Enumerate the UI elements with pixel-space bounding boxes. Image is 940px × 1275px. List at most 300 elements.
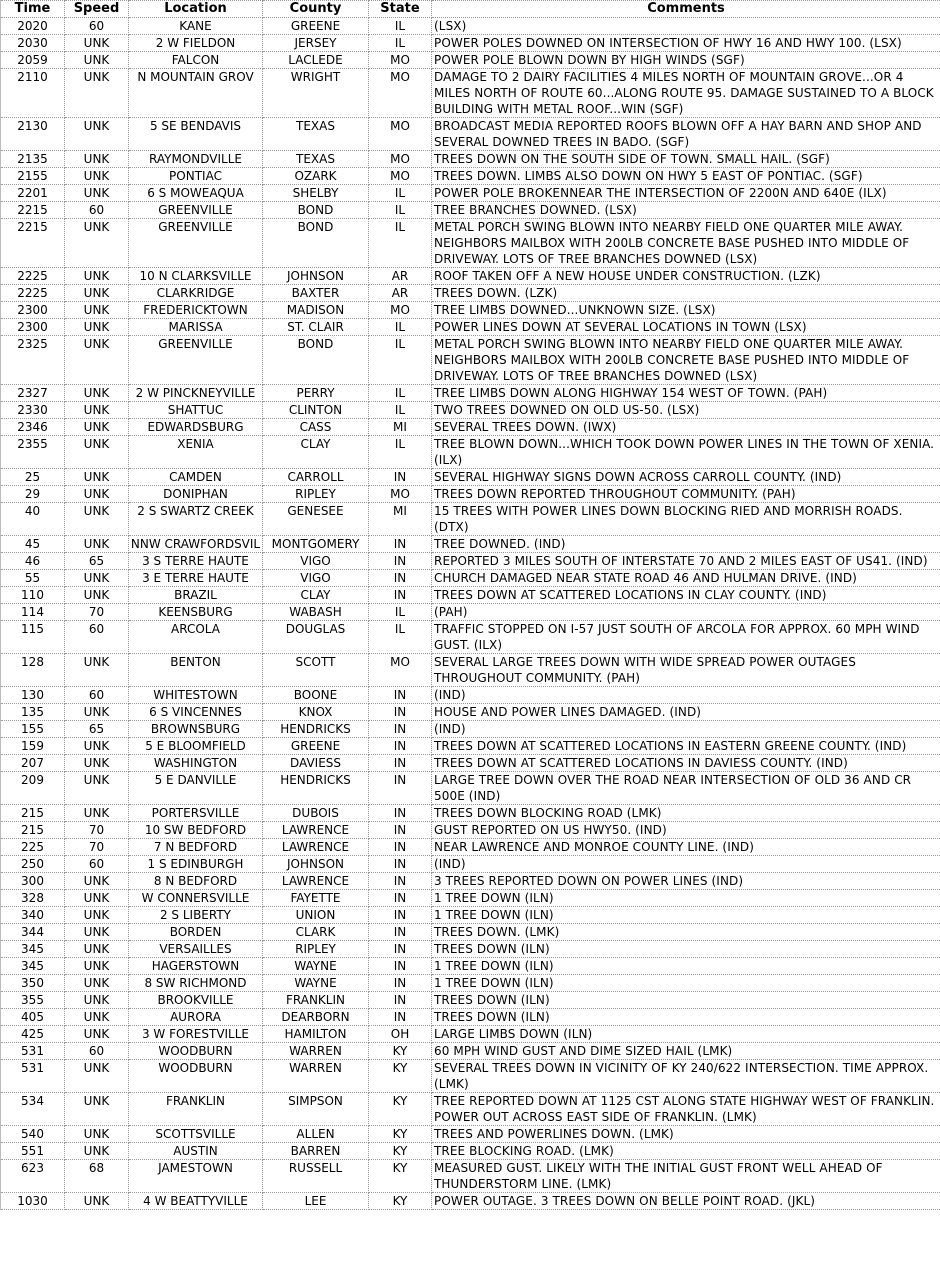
cell-county: RIPLEY — [263, 486, 369, 503]
cell-speed: UNK — [65, 975, 129, 992]
cell-speed: UNK — [65, 503, 129, 536]
table-body — [1, 18, 940, 1210]
cell-location: EDWARDSBURG — [129, 419, 263, 436]
cell-state: IN — [369, 856, 432, 873]
cell-county: WABASH — [263, 604, 369, 621]
cell-speed: UNK — [65, 958, 129, 975]
cell-speed: UNK — [65, 1093, 129, 1126]
cell-state: IN — [369, 536, 432, 553]
cell-county: DOUGLAS — [263, 621, 369, 654]
table-row — [1, 503, 940, 536]
cell-comments: TREES DOWN. (LMK) — [432, 924, 940, 941]
cell-time: 2330 — [1, 402, 65, 419]
cell-speed: UNK — [65, 118, 129, 151]
cell-speed: 65 — [65, 553, 129, 570]
cell-time: 2110 — [1, 69, 65, 118]
cell-comments: POWER OUTAGE. 3 TREES DOWN ON BELLE POINT ROAD. (JKL) — [432, 1193, 940, 1210]
cell-time: 2225 — [1, 268, 65, 285]
cell-speed: 68 — [65, 1160, 129, 1193]
cell-county: KNOX — [263, 704, 369, 721]
cell-time: 425 — [1, 1026, 65, 1043]
cell-county: PERRY — [263, 385, 369, 402]
cell-comments: 60 MPH WIND GUST AND DIME SIZED HAIL (LMK) — [432, 1043, 940, 1060]
cell-state: IL — [369, 336, 432, 385]
table-row — [1, 319, 940, 336]
cell-state: AR — [369, 285, 432, 302]
cell-state: KY — [369, 1043, 432, 1060]
header-location: Location — [129, 1, 263, 18]
table-row — [1, 151, 940, 168]
cell-speed: UNK — [65, 402, 129, 419]
cell-time: 2327 — [1, 385, 65, 402]
cell-time: 2225 — [1, 285, 65, 302]
cell-location: BRAZIL — [129, 587, 263, 604]
cell-location: 6 S MOWEAQUA — [129, 185, 263, 202]
cell-state: IN — [369, 958, 432, 975]
cell-speed: UNK — [65, 336, 129, 385]
cell-county: SCOTT — [263, 654, 369, 687]
cell-state: IL — [369, 604, 432, 621]
cell-comments: REPORTED 3 MILES SOUTH OF INTERSTATE 70 AND 2 MILES EAST OF US41. (IND) — [432, 553, 940, 570]
cell-speed: UNK — [65, 704, 129, 721]
table-row — [1, 536, 940, 553]
cell-county: BAXTER — [263, 285, 369, 302]
cell-comments: TREE BLOWN DOWN...WHICH TOOK DOWN POWER LINES IN THE TOWN OF XENIA. (ILX) — [432, 436, 940, 469]
table-row — [1, 621, 940, 654]
cell-time: 328 — [1, 890, 65, 907]
cell-time: 2355 — [1, 436, 65, 469]
cell-state: IN — [369, 890, 432, 907]
cell-comments: (IND) — [432, 856, 940, 873]
table-row — [1, 873, 940, 890]
cell-speed: UNK — [65, 536, 129, 553]
cell-location: 10 SW BEDFORD — [129, 822, 263, 839]
cell-time: 405 — [1, 1009, 65, 1026]
cell-location: KANE — [129, 18, 263, 35]
cell-speed: UNK — [65, 1009, 129, 1026]
cell-comments: (IND) — [432, 687, 940, 704]
cell-comments: TREES DOWN. (LZK) — [432, 285, 940, 302]
cell-state: IL — [369, 18, 432, 35]
cell-state: MO — [369, 654, 432, 687]
cell-comments: TREE LIMBS DOWNED...UNKNOWN SIZE. (LSX) — [432, 302, 940, 319]
cell-speed: UNK — [65, 907, 129, 924]
cell-speed: UNK — [65, 436, 129, 469]
table-row — [1, 185, 940, 202]
cell-time: 40 — [1, 503, 65, 536]
table-row — [1, 18, 940, 35]
cell-state: IN — [369, 738, 432, 755]
cell-county: OZARK — [263, 168, 369, 185]
cell-county: TEXAS — [263, 151, 369, 168]
cell-location: N MOUNTAIN GROV — [129, 69, 263, 118]
cell-time: 250 — [1, 856, 65, 873]
cell-county: JOHNSON — [263, 268, 369, 285]
cell-comments: 1 TREE DOWN (ILN) — [432, 975, 940, 992]
cell-speed: UNK — [65, 52, 129, 69]
table-row — [1, 1009, 940, 1026]
cell-county: UNION — [263, 907, 369, 924]
cell-state: IN — [369, 839, 432, 856]
cell-comments: POWER LINES DOWN AT SEVERAL LOCATIONS IN TOWN (LSX) — [432, 319, 940, 336]
table-row — [1, 1060, 940, 1093]
cell-county: CLARK — [263, 924, 369, 941]
cell-comments: TREE BLOCKING ROAD. (LMK) — [432, 1143, 940, 1160]
cell-speed: 70 — [65, 839, 129, 856]
cell-time: 2030 — [1, 35, 65, 52]
cell-state: IN — [369, 873, 432, 890]
cell-location: 2 W PINCKNEYVILLE — [129, 385, 263, 402]
cell-county: GREENE — [263, 18, 369, 35]
table-row — [1, 975, 940, 992]
cell-location: FRANKLIN — [129, 1093, 263, 1126]
cell-speed: 60 — [65, 1043, 129, 1060]
cell-state: IN — [369, 992, 432, 1009]
cell-location: GREENVILLE — [129, 202, 263, 219]
cell-location: AURORA — [129, 1009, 263, 1026]
cell-comments: GUST REPORTED ON US HWY50. (IND) — [432, 822, 940, 839]
cell-comments: LARGE TREE DOWN OVER THE ROAD NEAR INTERSECTION OF OLD 36 AND CR 500E (IND) — [432, 772, 940, 805]
cell-speed: UNK — [65, 1143, 129, 1160]
cell-location: WHITESTOWN — [129, 687, 263, 704]
cell-location: 8 N BEDFORD — [129, 873, 263, 890]
table-row — [1, 285, 940, 302]
cell-county: FRANKLIN — [263, 992, 369, 1009]
cell-county: HAMILTON — [263, 1026, 369, 1043]
cell-location: ARCOLA — [129, 621, 263, 654]
cell-comments: (IND) — [432, 721, 940, 738]
table-row — [1, 992, 940, 1009]
cell-comments: TREES DOWN AT SCATTERED LOCATIONS IN EASTERN GREENE COUNTY. (IND) — [432, 738, 940, 755]
cell-state: MO — [369, 302, 432, 319]
cell-time: 2300 — [1, 302, 65, 319]
cell-time: 2300 — [1, 319, 65, 336]
cell-state: IN — [369, 687, 432, 704]
cell-comments: TREES AND POWERLINES DOWN. (LMK) — [432, 1126, 940, 1143]
cell-time: 623 — [1, 1160, 65, 1193]
cell-location: MARISSA — [129, 319, 263, 336]
table-row — [1, 1043, 940, 1060]
table-row — [1, 856, 940, 873]
cell-county: LACLEDE — [263, 52, 369, 69]
cell-time: 551 — [1, 1143, 65, 1160]
cell-state: IN — [369, 1009, 432, 1026]
cell-speed: UNK — [65, 1126, 129, 1143]
cell-comments: METAL PORCH SWING BLOWN INTO NEARBY FIELD ONE QUARTER MILE AWAY. NEIGHBORS MAILBOX WITH 200LB CONCRETE BASE PUSHED INTO MIDDLE OF DRIVEWAY. LOTS OF TREE BRANCHES DOWNED (LSX) — [432, 219, 940, 268]
cell-location: CAMDEN — [129, 469, 263, 486]
cell-comments: SEVERAL TREES DOWN. (IWX) — [432, 419, 940, 436]
cell-county: CLINTON — [263, 402, 369, 419]
header-row — [1, 1, 940, 18]
cell-location: WASHINGTON — [129, 755, 263, 772]
header-time: Time — [1, 1, 65, 18]
cell-time: 2325 — [1, 336, 65, 385]
cell-comments: SEVERAL HIGHWAY SIGNS DOWN ACROSS CARROLL COUNTY. (IND) — [432, 469, 940, 486]
cell-state: IN — [369, 941, 432, 958]
header-county: County — [263, 1, 369, 18]
cell-speed: UNK — [65, 992, 129, 1009]
table-row — [1, 436, 940, 469]
table-row — [1, 385, 940, 402]
cell-state: MO — [369, 486, 432, 503]
cell-comments: (PAH) — [432, 604, 940, 621]
cell-state: IL — [369, 402, 432, 419]
table-row — [1, 118, 940, 151]
cell-location: 1 S EDINBURGH — [129, 856, 263, 873]
table-row — [1, 805, 940, 822]
table-row — [1, 336, 940, 385]
table-row — [1, 721, 940, 738]
cell-county: BOONE — [263, 687, 369, 704]
cell-state: KY — [369, 1093, 432, 1126]
cell-location: 5 E BLOOMFIELD — [129, 738, 263, 755]
cell-comments: SEVERAL LARGE TREES DOWN WITH WIDE SPREAD POWER OUTAGES THROUGHOUT COMMUNITY. (PAH) — [432, 654, 940, 687]
cell-county: LEE — [263, 1193, 369, 1210]
cell-state: OH — [369, 1026, 432, 1043]
cell-comments: TREES DOWN AT SCATTERED LOCATIONS IN DAVIESS COUNTY. (IND) — [432, 755, 940, 772]
cell-county: RIPLEY — [263, 941, 369, 958]
cell-county: GREENE — [263, 738, 369, 755]
cell-location: 6 S VINCENNES — [129, 704, 263, 721]
cell-speed: UNK — [65, 924, 129, 941]
cell-speed: UNK — [65, 1026, 129, 1043]
table-row — [1, 486, 940, 503]
cell-location: 3 W FORESTVILLE — [129, 1026, 263, 1043]
cell-county: GENESEE — [263, 503, 369, 536]
cell-location: 10 N CLARKSVILLE — [129, 268, 263, 285]
header-state: State — [369, 1, 432, 18]
cell-county: JERSEY — [263, 35, 369, 52]
cell-speed: UNK — [65, 302, 129, 319]
cell-comments: HOUSE AND POWER LINES DAMAGED. (IND) — [432, 704, 940, 721]
cell-time: 2135 — [1, 151, 65, 168]
cell-location: SCOTTSVILLE — [129, 1126, 263, 1143]
table-row — [1, 1143, 940, 1160]
cell-state: KY — [369, 1060, 432, 1093]
cell-comments: SEVERAL TREES DOWN IN VICINITY OF KY 240/622 INTERSECTION. TIME APPROX. (LMK) — [432, 1060, 940, 1093]
cell-state: IN — [369, 553, 432, 570]
table-row — [1, 755, 940, 772]
cell-county: ST. CLAIR — [263, 319, 369, 336]
cell-location: SHATTUC — [129, 402, 263, 419]
cell-location: RAYMONDVILLE — [129, 151, 263, 168]
cell-speed: UNK — [65, 385, 129, 402]
table-row — [1, 822, 940, 839]
cell-speed: UNK — [65, 941, 129, 958]
cell-county: CASS — [263, 419, 369, 436]
cell-state: IN — [369, 587, 432, 604]
table-row — [1, 941, 940, 958]
cell-time: 2020 — [1, 18, 65, 35]
cell-location: W CONNERSVILLE — [129, 890, 263, 907]
cell-county: WARREN — [263, 1043, 369, 1060]
cell-state: IN — [369, 704, 432, 721]
cell-county: LAWRENCE — [263, 839, 369, 856]
cell-time: 55 — [1, 570, 65, 587]
table-row — [1, 738, 940, 755]
cell-state: IL — [369, 185, 432, 202]
cell-time: 159 — [1, 738, 65, 755]
cell-county: CARROLL — [263, 469, 369, 486]
cell-county: RUSSELL — [263, 1160, 369, 1193]
cell-speed: UNK — [65, 587, 129, 604]
cell-time: 110 — [1, 587, 65, 604]
cell-state: IL — [369, 319, 432, 336]
cell-speed: UNK — [65, 151, 129, 168]
cell-county: BOND — [263, 202, 369, 219]
cell-location: GREENVILLE — [129, 336, 263, 385]
cell-county: LAWRENCE — [263, 822, 369, 839]
table-row — [1, 302, 940, 319]
cell-speed: UNK — [65, 738, 129, 755]
table-row — [1, 553, 940, 570]
cell-state: IL — [369, 621, 432, 654]
cell-comments: TWO TREES DOWNED ON OLD US-50. (LSX) — [432, 402, 940, 419]
cell-speed: 70 — [65, 604, 129, 621]
cell-location: BORDEN — [129, 924, 263, 941]
cell-comments: TREE LIMBS DOWN ALONG HIGHWAY 154 WEST OF TOWN. (PAH) — [432, 385, 940, 402]
cell-comments: (LSX) — [432, 18, 940, 35]
cell-time: 209 — [1, 772, 65, 805]
cell-time: 2201 — [1, 185, 65, 202]
cell-state: IN — [369, 975, 432, 992]
table-row — [1, 1093, 940, 1126]
cell-time: 215 — [1, 805, 65, 822]
cell-location: 7 N BEDFORD — [129, 839, 263, 856]
cell-county: MADISON — [263, 302, 369, 319]
cell-speed: 60 — [65, 621, 129, 654]
cell-location: 4 W BEATTYVILLE — [129, 1193, 263, 1210]
cell-location: AUSTIN — [129, 1143, 263, 1160]
cell-state: IL — [369, 436, 432, 469]
table-row — [1, 402, 940, 419]
cell-time: 45 — [1, 536, 65, 553]
table-row — [1, 1126, 940, 1143]
cell-location: KEENSBURG — [129, 604, 263, 621]
cell-speed: 60 — [65, 856, 129, 873]
cell-county: FAYETTE — [263, 890, 369, 907]
cell-time: 115 — [1, 621, 65, 654]
cell-state: KY — [369, 1160, 432, 1193]
cell-county: HENDRICKS — [263, 721, 369, 738]
cell-county: WAYNE — [263, 958, 369, 975]
cell-county: DAVIESS — [263, 755, 369, 772]
cell-comments: TREE BRANCHES DOWNED. (LSX) — [432, 202, 940, 219]
table-row — [1, 268, 940, 285]
table-row — [1, 1026, 940, 1043]
cell-comments: TREES DOWN (ILN) — [432, 1009, 940, 1026]
cell-state: IL — [369, 385, 432, 402]
cell-speed: UNK — [65, 469, 129, 486]
cell-comments: NEAR LAWRENCE AND MONROE COUNTY LINE. (IND) — [432, 839, 940, 856]
cell-speed: UNK — [65, 805, 129, 822]
cell-time: 344 — [1, 924, 65, 941]
cell-state: MO — [369, 52, 432, 69]
cell-county: BARREN — [263, 1143, 369, 1160]
cell-time: 345 — [1, 958, 65, 975]
cell-speed: UNK — [65, 873, 129, 890]
cell-speed: UNK — [65, 486, 129, 503]
cell-comments: 15 TREES WITH POWER LINES DOWN BLOCKING RIED AND MORRISH ROADS. (DTX) — [432, 503, 940, 536]
table-row — [1, 654, 940, 687]
table-row — [1, 202, 940, 219]
cell-comments: TREES DOWN REPORTED THROUGHOUT COMMUNITY. (PAH) — [432, 486, 940, 503]
cell-county: LAWRENCE — [263, 873, 369, 890]
cell-comments: LARGE LIMBS DOWN (ILN) — [432, 1026, 940, 1043]
cell-speed: 60 — [65, 18, 129, 35]
table-row — [1, 907, 940, 924]
cell-comments: 3 TREES REPORTED DOWN ON POWER LINES (IND) — [432, 873, 940, 890]
cell-comments: 1 TREE DOWN (ILN) — [432, 890, 940, 907]
cell-location: 2 S LIBERTY — [129, 907, 263, 924]
header-comments: Comments — [432, 1, 940, 18]
cell-state: IN — [369, 924, 432, 941]
cell-time: 300 — [1, 873, 65, 890]
table-row — [1, 52, 940, 69]
cell-speed: UNK — [65, 319, 129, 336]
cell-location: FALCON — [129, 52, 263, 69]
cell-location: 5 SE BENDAVIS — [129, 118, 263, 151]
cell-time: 128 — [1, 654, 65, 687]
cell-state: MI — [369, 503, 432, 536]
cell-comments: TREE REPORTED DOWN AT 1125 CST ALONG STATE HIGHWAY WEST OF FRANKLIN. POWER OUT ACROSS EAST SIDE OF FRANKLIN. (LMK) — [432, 1093, 940, 1126]
cell-comments: TREES DOWN BLOCKING ROAD (LMK) — [432, 805, 940, 822]
cell-county: DUBOIS — [263, 805, 369, 822]
cell-time: 534 — [1, 1093, 65, 1126]
cell-time: 350 — [1, 975, 65, 992]
cell-location: BROWNSBURG — [129, 721, 263, 738]
cell-time: 29 — [1, 486, 65, 503]
cell-location: 2 S SWARTZ CREEK — [129, 503, 263, 536]
cell-location: HAGERSTOWN — [129, 958, 263, 975]
cell-state: IN — [369, 822, 432, 839]
cell-location: PORTERSVILLE — [129, 805, 263, 822]
cell-speed: UNK — [65, 654, 129, 687]
cell-location: BENTON — [129, 654, 263, 687]
cell-county: MONTGOMERY — [263, 536, 369, 553]
table-row — [1, 570, 940, 587]
cell-speed: UNK — [65, 285, 129, 302]
cell-time: 2059 — [1, 52, 65, 69]
table-row — [1, 587, 940, 604]
cell-location: DONIPHAN — [129, 486, 263, 503]
cell-speed: UNK — [65, 1193, 129, 1210]
cell-speed: UNK — [65, 35, 129, 52]
cell-time: 207 — [1, 755, 65, 772]
table-row — [1, 168, 940, 185]
cell-location: CLARKRIDGE — [129, 285, 263, 302]
cell-time: 155 — [1, 721, 65, 738]
cell-comments: TREES DOWN (ILN) — [432, 992, 940, 1009]
cell-state: MO — [369, 118, 432, 151]
cell-comments: DAMAGE TO 2 DAIRY FACILITIES 4 MILES NORTH OF MOUNTAIN GROVE...OR 4 MILES NORTH OF ROUTE 60...ALONG ROUTE 95. DAMAGE SUSTAINED TO A BLOCK BUILDING WITH METAL ROOF...WIN (SGF) — [432, 69, 940, 118]
cell-county: VIGO — [263, 553, 369, 570]
table-row — [1, 219, 940, 268]
cell-time: 1030 — [1, 1193, 65, 1210]
cell-state: IN — [369, 755, 432, 772]
cell-comments: POWER POLE BROKENNEAR THE INTERSECTION OF 2200N AND 640E (ILX) — [432, 185, 940, 202]
table-row — [1, 1193, 940, 1210]
cell-speed: UNK — [65, 168, 129, 185]
cell-comments: TREES DOWN ON THE SOUTH SIDE OF TOWN. SMALL HAIL. (SGF) — [432, 151, 940, 168]
cell-comments: TREES DOWN AT SCATTERED LOCATIONS IN CLAY COUNTY. (IND) — [432, 587, 940, 604]
cell-comments: POWER POLE BLOWN DOWN BY HIGH WINDS (SGF) — [432, 52, 940, 69]
table-row — [1, 687, 940, 704]
cell-speed: UNK — [65, 772, 129, 805]
cell-state: KY — [369, 1193, 432, 1210]
cell-time: 540 — [1, 1126, 65, 1143]
cell-time: 25 — [1, 469, 65, 486]
